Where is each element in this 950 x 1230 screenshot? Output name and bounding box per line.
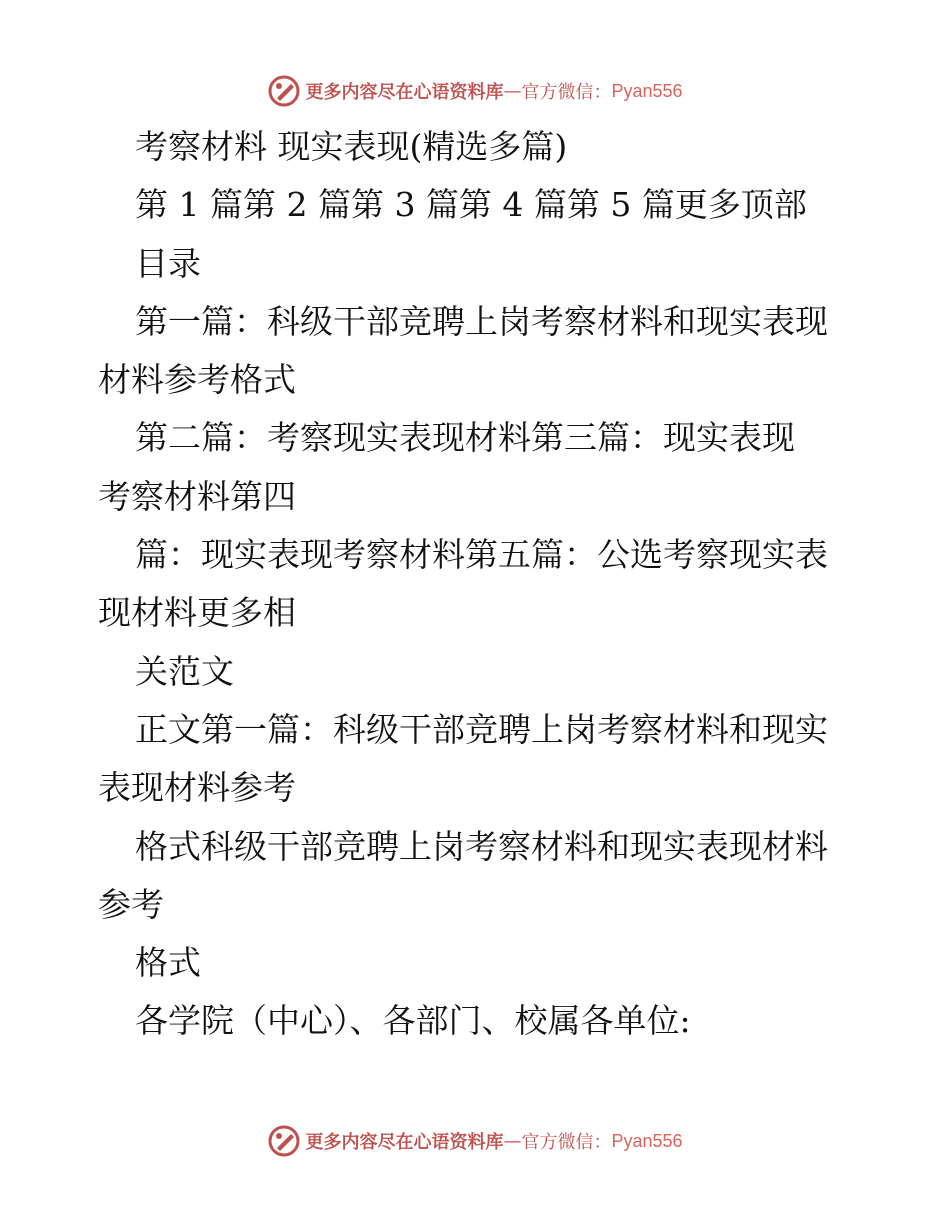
doc-line: 格式科级干部竞聘上岗考察材料和现实表现材料 <box>135 826 828 866</box>
library-logo-icon <box>267 74 301 108</box>
header-watermark <box>0 71 950 111</box>
watermark-contact-label: 官方微信： <box>521 82 612 103</box>
watermark-separator: — <box>503 80 522 102</box>
doc-line: 材料参考格式 <box>98 360 296 400</box>
doc-title: 考察材料 现实表现(精选多篇) <box>135 127 568 166</box>
doc-toc-heading: 目录 <box>135 243 201 283</box>
doc-line: 各学院（中心）、各部门、校属各单位: <box>135 1001 691 1041</box>
watermark-title: 更多内容尽在心语资料库 <box>305 82 504 103</box>
doc-line: 第二篇：考察现实表现材料第三篇：现实表现 <box>135 418 795 458</box>
watermark-id: Pyan556 <box>611 80 683 101</box>
doc-line: 现材料更多相 <box>98 593 296 633</box>
watermark-contact-label: 官方微信： <box>521 1132 612 1153</box>
doc-line: 正文第一篇：科级干部竞聘上岗考察材料和现实 <box>135 709 828 749</box>
document-body <box>98 118 858 1051</box>
doc-nav-line: 第 1 篇第 2 篇第 3 篇第 4 篇第 5 篇更多顶部 <box>135 185 807 225</box>
doc-line: 参考 <box>98 884 164 924</box>
library-logo-icon <box>267 1124 301 1158</box>
doc-line: 篇：现实表现考察材料第五篇：公选考察现实表 <box>135 535 828 575</box>
watermark-separator: — <box>503 1130 522 1152</box>
doc-line: 第一篇：科级干部竞聘上岗考察材料和现实表现 <box>135 301 828 341</box>
watermark-id: Pyan556 <box>611 1130 683 1151</box>
watermark-title: 更多内容尽在心语资料库 <box>305 1132 504 1153</box>
doc-line: 关范文 <box>135 651 234 691</box>
doc-line: 考察材料第四 <box>98 476 296 516</box>
doc-line: 表现材料参考 <box>98 768 296 808</box>
footer-watermark <box>0 1121 950 1161</box>
doc-line: 格式 <box>135 943 201 983</box>
